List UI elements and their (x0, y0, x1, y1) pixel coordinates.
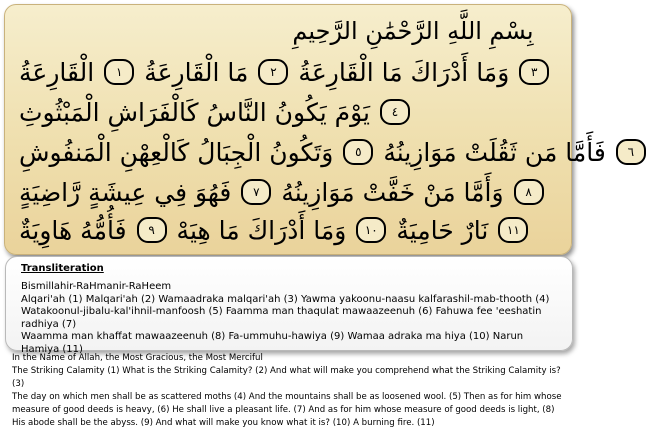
ayah-number: ١٠ (356, 217, 386, 243)
ayah-text: وَأَمَّا مَنْ خَفَّتْ مَوَازِينُهُ (281, 177, 504, 207)
translation-line: The day on which men shall be as scattered moths (4) And the mountains shall be as loosened wool. (5) Then as for him whose (12, 392, 562, 402)
translation-line: His abode shall be the abyss. (9) And what will make you know what it is? (10) A burning fire. (11) (12, 418, 435, 428)
translation-line: The Striking Calamity (1) What is the Striking Calamity? (2) And what will make you comprehend what the Striking Calamity is? (3) (12, 366, 561, 389)
ayah-number: ٦ (616, 139, 646, 165)
ayah-text: وَمَا أَدْرَاكَ مَا هِيَهْ (176, 215, 347, 245)
ayah-text: فَأُمُّهُ هَاوِيَةٌ (19, 215, 127, 245)
translation-text (12, 352, 568, 430)
arabic-line-2 (19, 99, 557, 125)
ayah-text: نَارٌ حَامِيَةٌ (396, 215, 489, 245)
ayah-number: ١١ (498, 217, 528, 243)
translation-line: In the Name of Allah, the Most Gracious, the Most Merciful (12, 353, 263, 363)
ayah-number: ٤ (380, 99, 410, 125)
transliteration-line: Alqari'ah (1) Malqari'ah (2) Wamaadraka malqari'ah (3) Yawma yakoonu-naasu kalfarashil-mab-thooth (4) (21, 293, 550, 305)
ayah-number: ٧ (241, 179, 271, 205)
ayah-number: ٨ (514, 179, 544, 205)
arabic-text-panel (4, 4, 635, 255)
ayah-number: ١ (104, 59, 134, 85)
ayah-text: وَمَا أَدْرَاكَ مَا الْقَارِعَةُ (298, 57, 510, 87)
transliteration-panel (5, 256, 573, 355)
ayah-text: وَتَكُونُ الْجِبَالُ كَالْعِهْنِ الْمَنفُوشِ (19, 137, 334, 167)
ayah-text: فَأَمَّا مَن ثَقُلَتْ مَوَازِينُهُ (383, 137, 606, 167)
arabic-line-3 (19, 137, 635, 167)
ayah-text: الْقَارِعَةُ (19, 57, 95, 87)
arabic-line-5 (19, 217, 557, 243)
arabic-line-1 (19, 59, 557, 85)
ayah-number: ٢ (258, 59, 288, 85)
bismillah: بِسْمِ اللَّهِ الرَّحْمَٰنِ الرَّحِيمِ (292, 17, 534, 45)
ayah-text: يَوْمَ يَكُونُ النَّاسُ كَالْفَرَاشِ الْمَبْثُوثِ (19, 97, 371, 127)
ayah-number: ٩ (137, 217, 167, 243)
transliteration-line: Waamma man khaffat mawaazeenuh (8) Fa-ummuhu-hawiya (9) Wamaa adraka ma hiya (10) Narun Hamiya (11) (21, 331, 524, 355)
ayah-text: فَهُوَ فِي عِيشَةٍ رَّاضِيَةٍ (19, 177, 232, 207)
ayah-number: ٣ (519, 59, 549, 85)
bismillah-line (19, 19, 557, 43)
ayah-text: مَا الْقَارِعَةُ (144, 57, 249, 87)
arabic-line-4 (19, 179, 557, 205)
transliteration-line: Watakoonul-jibalu-kal'ihnil-manfoosh (5) Faamma man thaqulat mawaazeenuh (6) Fahuwa fee 'eeshatin radhiya (7) (21, 306, 542, 330)
transliteration-body (21, 281, 561, 356)
transliteration-title: Transliteration (21, 263, 104, 274)
translation-line: measure of good deeds is heavy, (6) He shall live a pleasant life. (7) And as for him whose measure of good deeds is light, (8) (12, 405, 555, 415)
ayah-number: ٥ (343, 139, 373, 165)
transliteration-line: Bismillahir-RaHmanir-RaHeem (21, 281, 172, 292)
